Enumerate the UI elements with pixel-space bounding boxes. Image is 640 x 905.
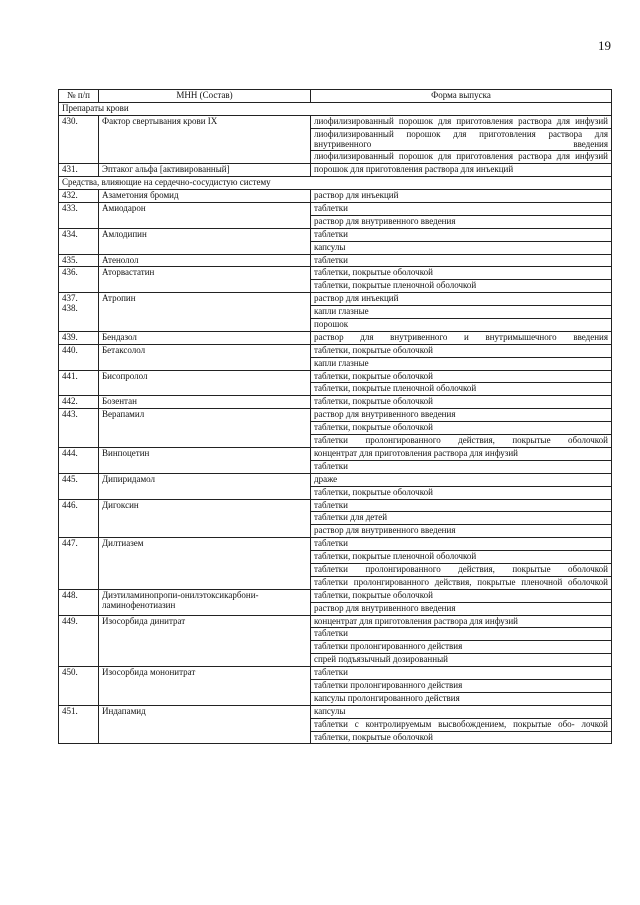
dosage-form: порошок — [311, 319, 612, 332]
page-number: 19 — [598, 38, 611, 53]
dosage-form: таблетки — [311, 538, 612, 551]
table-row — [59, 267, 612, 280]
table-row — [59, 473, 612, 486]
table-row — [59, 396, 612, 409]
drug-name: Верапамил — [99, 409, 311, 448]
row-number: 431. — [59, 164, 99, 177]
dosage-form: лиофилизированный порошок для приготовления раствора для инфузий — [311, 115, 612, 128]
table-row — [59, 115, 612, 128]
row-number: 437. 438. — [59, 293, 99, 332]
header-name: МНН (Состав) — [99, 90, 311, 103]
drug-name: Амлодипин — [99, 228, 311, 254]
row-number: 439. — [59, 331, 99, 344]
row-number: 436. — [59, 267, 99, 293]
section-row — [59, 102, 612, 115]
dosage-form: концентрат для приготовления раствора для инфузий — [311, 615, 612, 628]
dosage-form: таблетки, покрытые пленочной оболочкой — [311, 551, 612, 564]
table-row — [59, 589, 612, 602]
dosage-form: таблетки — [311, 228, 612, 241]
drug-name: Дигоксин — [99, 499, 311, 538]
row-number: 430. — [59, 115, 99, 164]
drug-name: Атропин — [99, 293, 311, 332]
dosage-form: таблетки — [311, 499, 612, 512]
dosage-form: таблетки, покрытые оболочкой — [311, 267, 612, 280]
drug-name: Аторвастатин — [99, 267, 311, 293]
table-header-row — [59, 90, 612, 103]
drug-name: Изосорбида мононитрат — [99, 667, 311, 706]
row-number: 449. — [59, 615, 99, 667]
drug-name: Дилтиазем — [99, 538, 311, 590]
table-row — [59, 190, 612, 203]
header-num: № п/п — [59, 90, 99, 103]
drug-name: Изосорбида динитрат — [99, 615, 311, 667]
table-row — [59, 409, 612, 422]
dosage-form: таблетки, покрытые оболочкой — [311, 344, 612, 357]
table-row — [59, 370, 612, 383]
dosage-form: таблетки — [311, 628, 612, 641]
dosage-form: капсулы — [311, 241, 612, 254]
drug-name: Дипиридамол — [99, 473, 311, 499]
dosage-form: драже — [311, 473, 612, 486]
dosage-form: капли глазные — [311, 306, 612, 319]
table-row — [59, 667, 612, 680]
row-number: 444. — [59, 447, 99, 473]
dosage-form: капсулы — [311, 705, 612, 718]
drug-name: Амиодарон — [99, 203, 311, 229]
row-number: 445. — [59, 473, 99, 499]
row-number: 443. — [59, 409, 99, 448]
dosage-form: спрей подъязычный дозированный — [311, 654, 612, 667]
drug-table — [58, 89, 612, 744]
row-number: 448. — [59, 589, 99, 615]
dosage-form: концентрат для приготовления раствора для инфузий — [311, 447, 612, 460]
table-row — [59, 228, 612, 241]
row-number: 447. — [59, 538, 99, 590]
section-row — [59, 177, 612, 190]
dosage-form: раствор для инъекций — [311, 190, 612, 203]
drug-name: Бисопролол — [99, 370, 311, 396]
dosage-form: таблетки пролонгированного действия, покрытые оболочкой — [311, 563, 612, 576]
table-body — [59, 102, 612, 744]
table-row — [59, 705, 612, 718]
table-row — [59, 164, 612, 177]
table-row — [59, 254, 612, 267]
dosage-form: таблетки, покрытые оболочкой — [311, 370, 612, 383]
row-number: 440. — [59, 344, 99, 370]
dosage-form: капсулы пролонгированного действия — [311, 692, 612, 705]
drug-name: Азаметония бромид — [99, 190, 311, 203]
dosage-form: раствор для инъекций — [311, 293, 612, 306]
row-number: 450. — [59, 667, 99, 706]
dosage-form: таблетки — [311, 203, 612, 216]
drug-name: Бозентан — [99, 396, 311, 409]
dosage-form: таблетки — [311, 460, 612, 473]
table-row — [59, 344, 612, 357]
drug-name: Эптаког альфа [активированный] — [99, 164, 311, 177]
row-number: 434. — [59, 228, 99, 254]
section-title: Средства, влияющие на сердечно-сосудистую систему — [59, 177, 612, 190]
table-row — [59, 538, 612, 551]
row-number: 433. — [59, 203, 99, 229]
row-number: 441. — [59, 370, 99, 396]
dosage-form: таблетки — [311, 254, 612, 267]
dosage-form: лиофилизированный порошок для приготовления раствора для инфузий — [311, 151, 612, 164]
table-row — [59, 447, 612, 460]
dosage-form: таблетки — [311, 667, 612, 680]
dosage-form: таблетки, покрытые оболочкой — [311, 422, 612, 435]
drug-name: Фактор свертывания крови IX — [99, 115, 311, 164]
dosage-form: таблетки с контролируемым высвобождением, покрытые обо- лочкой — [311, 718, 612, 731]
dosage-form: таблетки, покрытые пленочной оболочкой — [311, 280, 612, 293]
dosage-form: таблетки для детей — [311, 512, 612, 525]
section-title: Препараты крови — [59, 102, 612, 115]
table-row — [59, 203, 612, 216]
dosage-form: таблетки, покрытые оболочкой — [311, 731, 612, 744]
dosage-form: таблетки пролонгированного действия, покрытые оболочкой — [311, 435, 612, 448]
drug-name: Бендазол — [99, 331, 311, 344]
header-form: Форма выпуска — [311, 90, 612, 103]
dosage-form: раствор для внутривенного и внутримышечного введения — [311, 331, 612, 344]
dosage-form: таблетки, покрытые пленочной оболочкой — [311, 383, 612, 396]
dosage-form: порошок для приготовления раствора для инъекций — [311, 164, 612, 177]
drug-name: Бетаксолол — [99, 344, 311, 370]
drug-name: Индапамид — [99, 705, 311, 744]
table-row — [59, 293, 612, 306]
dosage-form: лиофилизированный порошок для приготовления раствора для внутривенного введения — [311, 128, 612, 151]
row-number: 451. — [59, 705, 99, 744]
row-number: 435. — [59, 254, 99, 267]
table-row — [59, 615, 612, 628]
dosage-form: таблетки, покрытые оболочкой — [311, 396, 612, 409]
drug-name: Атенолол — [99, 254, 311, 267]
table-row — [59, 499, 612, 512]
row-number: 432. — [59, 190, 99, 203]
dosage-form: раствор для внутривенного введения — [311, 602, 612, 615]
drug-name: Диэтиламинопропи-онилэтоксикарбони-ламинофенотиазин — [99, 589, 311, 615]
dosage-form: таблетки пролонгированного действия — [311, 679, 612, 692]
drug-name: Винпоцетин — [99, 447, 311, 473]
dosage-form: раствор для внутривенного введения — [311, 409, 612, 422]
dosage-form: таблетки пролонгированного действия, покрытые пленочной оболочкой — [311, 576, 612, 589]
dosage-form: раствор для внутривенного введения — [311, 215, 612, 228]
dosage-form: таблетки, покрытые оболочкой — [311, 486, 612, 499]
dosage-form: раствор для внутривенного введения — [311, 525, 612, 538]
row-number: 442. — [59, 396, 99, 409]
row-number: 446. — [59, 499, 99, 538]
table-row — [59, 331, 612, 344]
dosage-form: таблетки пролонгированного действия — [311, 641, 612, 654]
dosage-form: капли глазные — [311, 357, 612, 370]
dosage-form: таблетки, покрытые оболочкой — [311, 589, 612, 602]
